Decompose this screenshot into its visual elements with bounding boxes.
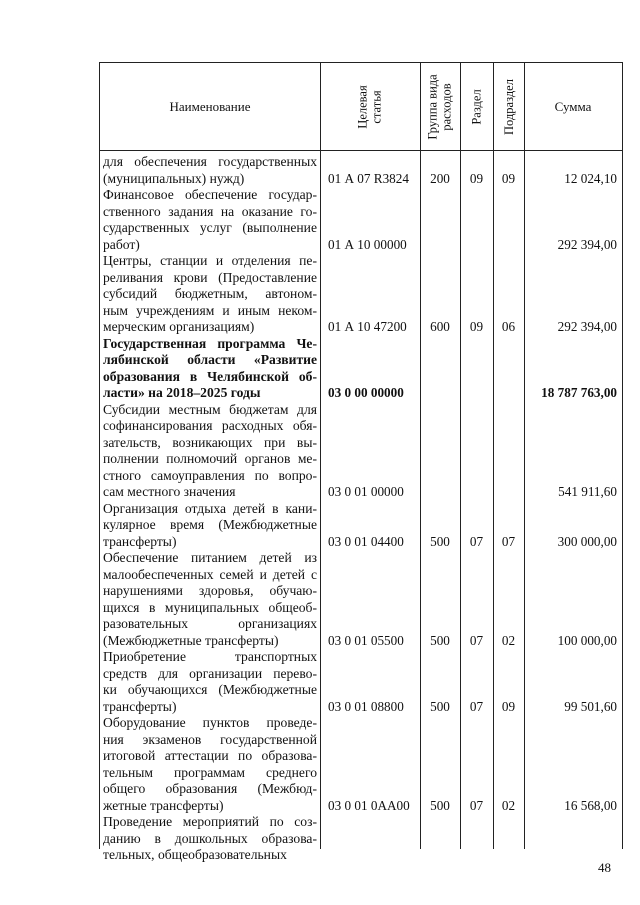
header-target (320, 63, 420, 150)
row-name-line: ласти» на 2018–2025 годы (103, 385, 261, 400)
row-sum: 99 501,60 (564, 698, 617, 714)
row-section: 07 (469, 797, 484, 813)
row-name-line: ки обучающихся (Межбюджетные (103, 682, 317, 697)
row-code: 03 0 01 00000 (328, 484, 404, 499)
row-name (103, 154, 317, 187)
budget-table (99, 62, 623, 862)
row-name-line: сам местного значения (103, 484, 236, 499)
row-name-line: тельных, общеобразовательных (103, 847, 287, 862)
row-code: 03 0 01 05500 (328, 632, 404, 648)
row-code: 03 0 01 04400 (328, 533, 404, 549)
row-name-line: Проведение мероприятий по соз- (103, 814, 317, 829)
header-group-label (426, 74, 454, 139)
row-name-line: щихся в муниципальных общеоб- (103, 599, 317, 615)
column-divider (320, 63, 321, 849)
header-sum (524, 63, 622, 150)
row-code: 01 А 10 47200 (328, 319, 407, 334)
row-sum: 100 000,00 (557, 632, 617, 648)
row-subsection: 07 (501, 533, 516, 549)
row-name (103, 550, 317, 649)
row-name-line: нарушениями здоровья, обучаю- (103, 583, 317, 598)
row-code: 01 А 10 00000 (328, 236, 407, 252)
row-subsection: 06 (501, 319, 516, 334)
row-subsection: 02 (501, 797, 516, 813)
row-name-line: работ) (103, 236, 140, 252)
row-name-line: ственного задания на оказание го- (103, 203, 317, 219)
row-name-line: тельным программам среднего (103, 764, 317, 780)
row-sum: 18 787 763,00 (541, 385, 617, 400)
header-name-label: Наименование (169, 98, 251, 114)
header-group (420, 63, 460, 150)
row-name-line: зательств, возникающих при вы- (103, 434, 317, 450)
row-sum: 16 568,00 (564, 797, 617, 813)
row-name (103, 253, 317, 336)
row-name-line: трансферты) (103, 698, 177, 714)
row-name (103, 501, 317, 551)
header-target-line2: статья (370, 89, 384, 124)
row-sum: 300 000,00 (557, 533, 617, 549)
row-name-line: Организация отдыха детей в кани- (103, 500, 317, 516)
row-name-line: Финансовое обеспечение государ- (103, 187, 317, 202)
row-name-line: средств для организации перево- (103, 665, 317, 681)
row-name-line: полнении полномочий органов ме- (103, 451, 317, 466)
row-name-line: стного самоуправления по вопро- (103, 467, 317, 483)
row-name-line: Оборудование пунктов проведе- (103, 715, 317, 730)
row-name-line: субсидий бюджетным, автоном- (103, 286, 317, 301)
row-name-line: жетные трансферты) (103, 797, 224, 813)
row-name-line: Государственная программа Че- (103, 335, 317, 351)
row-name (103, 402, 317, 501)
row-name-line: софинансирования расходных обя- (103, 418, 317, 433)
row-sum: 12 024,10 (564, 170, 617, 186)
header-subsection (493, 63, 524, 150)
row-subsection: 09 (501, 698, 516, 714)
row-name-line: Центры, станции и отделения пе- (103, 253, 317, 268)
header-group-line1: Группа вида (426, 73, 441, 140)
header-subsection-label: Подраздел (501, 78, 516, 135)
row-name-line: реливания крови (Предоставление (103, 269, 317, 285)
row-code: 01 А 07 R3824 (328, 170, 409, 186)
row-sum: 292 394,00 (557, 319, 617, 334)
row-section: 09 (469, 170, 484, 186)
header-section-label: Раздел (469, 88, 484, 125)
row-sum: 292 394,00 (557, 236, 617, 252)
row-name-line: итоговой аттестации по образова- (103, 748, 317, 763)
row-name-line: Субсидии местным бюджетам для (103, 401, 317, 417)
row-name (103, 649, 317, 715)
row-name-line: ным учреждениям и иным неком- (103, 302, 317, 318)
row-code: 03 0 01 08800 (328, 698, 404, 714)
header-target-line1: Целевая (356, 84, 370, 129)
row-section: 07 (469, 632, 484, 648)
row-name (103, 715, 317, 814)
row-name-line: сударственных услуг (выполнение (103, 220, 317, 235)
row-name-line: образования в Челябинской об- (103, 368, 317, 384)
row-name-line: (Межбюджетные трансферты) (103, 632, 279, 648)
row-name-line: Обеспечение питанием детей из (103, 550, 317, 565)
header-target-label (356, 85, 384, 128)
row-group: 600 (430, 319, 450, 334)
header-section (460, 63, 493, 150)
row-name (103, 814, 317, 864)
row-group: 500 (430, 632, 450, 648)
row-group: 200 (430, 170, 450, 186)
row-name-line: малообеспеченных семей и детей с (103, 566, 317, 582)
header-sum-label: Сумма (554, 98, 592, 114)
row-code: 03 0 00 00000 (328, 385, 404, 400)
row-name-line: трансферты) (103, 533, 177, 549)
row-section: 07 (469, 533, 484, 549)
row-name-line: мерческим организациям) (103, 319, 255, 334)
header-divider (100, 150, 622, 151)
row-name-line: для обеспечения государственных (103, 154, 317, 169)
row-group: 500 (430, 797, 450, 813)
row-code: 03 0 01 0АА00 (328, 797, 410, 813)
row-section: 09 (469, 319, 484, 334)
row-name (103, 336, 317, 402)
page-number: 48 (598, 860, 611, 875)
row-name-line: общего образования (Межбюд- (103, 781, 317, 796)
row-name-line: кулярное время (Межбюджетные (103, 517, 317, 532)
row-name (103, 187, 317, 253)
row-name-line: (муниципальных) нужд) (103, 170, 245, 186)
row-subsection: 02 (501, 632, 516, 648)
row-section: 07 (469, 698, 484, 714)
row-name-line: Приобретение транспортных (103, 649, 317, 664)
row-sum: 541 911,60 (558, 484, 617, 499)
row-name-line: ния экзаменов государственной (103, 731, 317, 747)
row-name-line: разовательных организациях (103, 616, 317, 631)
row-group: 500 (430, 533, 450, 549)
header-group-line2: расходов (440, 82, 455, 131)
row-subsection: 09 (501, 170, 516, 186)
row-group: 500 (430, 698, 450, 714)
header-name (100, 63, 320, 150)
row-name-line: лябинской области «Развитие (103, 352, 317, 367)
row-name-line: данию в дошкольных образова- (103, 830, 317, 846)
